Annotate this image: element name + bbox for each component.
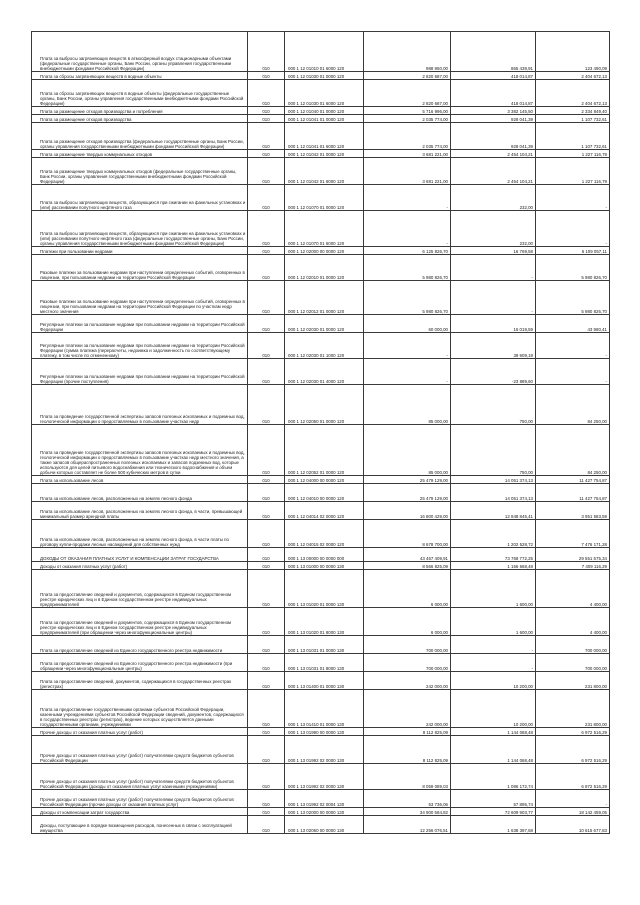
row-remaining: 11 427 754,87	[536, 484, 610, 502]
table-row	[32, 80, 610, 107]
row-name: Плата за предоставление сведений из Единого государственного реестра недвижимости	[32, 636, 248, 654]
row-remaining: 84 250,00	[536, 385, 610, 425]
row-code: 010	[248, 107, 285, 115]
row-code: 010	[248, 654, 285, 672]
row-name: Доходы от оказания платных услуг (работ)	[32, 562, 248, 570]
row-name: Плата за выбросы загрязняющих веществ, образующихся при сжигании на факельных установках и (или) рассеивании попутного нефтяного газа (федеральные государственные органы, Банк России, органы управления государственными внебюджетными фондами Российской Федерации)	[32, 211, 248, 247]
report-table	[31, 31, 610, 834]
row-code: 010	[248, 333, 285, 359]
row-executed: 750,00	[451, 425, 536, 476]
row-name: Плата за предоставление сведений и документов, содержащихся в Едином государственном реестре юридических лиц и в Едином государственном реестре индивидуальных предпринимателей (при обращении через многофункциональные центры)	[32, 608, 248, 636]
row-name: ДОХОДЫ ОТ ОКАЗАНИЯ ПЛАТНЫХ УСЛУГ И КОМПЕНСАЦИИ ЗАТРАТ ГОСУДАРСТВА	[32, 548, 248, 562]
row-kbk-code: 000 1 13 02000 00 0000 130	[285, 808, 364, 816]
row-code: 010	[248, 150, 285, 158]
row-code: 010	[248, 247, 285, 255]
row-executed: 1 600,00	[451, 570, 536, 608]
table-row	[32, 107, 610, 115]
row-kbk-code: 000 1 12 01042 01 0000 120	[285, 150, 364, 158]
table-row	[32, 562, 610, 570]
row-remaining: 1 227 116,79	[536, 158, 610, 185]
row-remaining: -	[536, 333, 610, 359]
row-name: Доходы от компенсации затрат государства	[32, 808, 248, 816]
row-remaining: 700 000,00	[536, 654, 610, 672]
row-executed: 10 200,00	[451, 690, 536, 728]
row-remaining: 2 334 849,40	[536, 107, 610, 115]
row-kbk-code: 000 1 13 01020 01 0000 130	[285, 570, 364, 608]
row-name: Плата за размещение отходов производства	[32, 115, 248, 123]
table-row	[32, 690, 610, 728]
row-code: 010	[248, 808, 285, 816]
row-code: 010	[248, 123, 285, 150]
row-name: Плата за размещение твердых коммунальных отходов	[32, 150, 248, 158]
row-name: Регулярные платежи за пользование недрами при пользовании недрами на территории Российской Федерации (сумма платежа (перерасчеты, недоимка и задолженность по соответствующему платежу, в том числе по отмененному)	[32, 333, 248, 359]
row-approved: 85 000,00	[364, 425, 451, 476]
table-row	[32, 816, 610, 834]
row-code: 010	[248, 476, 285, 484]
row-executed: 232,00	[451, 211, 536, 247]
row-code: 010	[248, 115, 285, 123]
table-row	[32, 315, 610, 333]
row-executed: 1 600,00	[451, 608, 536, 636]
row-name: Плата за сбросы загрязняющих веществ в водные объекты (федеральные государственные органы, Банк России, органы управления государственными внебюджетными фондами Российской Федерации)	[32, 80, 248, 107]
row-kbk-code: 000 1 12 01010 01 6000 120	[285, 32, 364, 72]
row-executed: 73 768 772,25	[451, 548, 536, 562]
row-name: Прочие доходы от оказания платных услуг (работ) получателями средств бюджетов субъектов Российской Федерации (прочие доходы от оказания платных услуг)	[32, 790, 248, 808]
row-executed: 1 144 068,48	[451, 728, 536, 736]
row-kbk-code: 000 1 12 01030 01 0000 120	[285, 72, 364, 80]
row-executed: -23 889,60	[451, 359, 536, 385]
table-row	[32, 520, 610, 548]
row-kbk-code: 000 1 12 02012 01 0000 120	[285, 281, 364, 315]
row-approved: 2 820 687,00	[364, 80, 451, 107]
table-row	[32, 484, 610, 502]
table-row	[32, 672, 610, 690]
row-name: Прочие доходы от оказания платных услуг (работ) получателями средств бюджетов субъектов Российской Федерации	[32, 736, 248, 764]
row-remaining: 1 107 732,61	[536, 115, 610, 123]
row-kbk-code: 000 1 12 01030 01 6000 120	[285, 80, 364, 107]
row-remaining: 6 972 516,29	[536, 764, 610, 790]
table-row	[32, 636, 610, 654]
row-code: 010	[248, 80, 285, 107]
row-name: Плата за предоставление сведений из Единого государственного реестра недвижимости (при обращении через многофункциональные центры)	[32, 654, 248, 672]
row-name: Плата за использование лесов, расположенных на землях лесного фонда	[32, 484, 248, 502]
row-code: 010	[248, 72, 285, 80]
table-row	[32, 281, 610, 315]
row-approved: 34 900 584,82	[364, 808, 451, 816]
row-kbk-code: 000 1 12 02050 01 0000 120	[285, 385, 364, 425]
row-name: Плата за выбросы загрязняющих веществ, образующихся при сжигании на факельных установках и (или) рассеивании попутного нефтяного газа	[32, 185, 248, 211]
row-name: Плата за выбросы загрязняющих веществ в атмосферный воздух стационарными объектами (федеральные государственные органы, Банк России, органы управления государственными внебюджетными фондами Российской Федерации)	[32, 32, 248, 72]
row-kbk-code: 000 1 12 02030 01 0000 120	[285, 315, 364, 333]
row-approved: -	[364, 359, 451, 385]
row-code: 010	[248, 636, 285, 654]
row-approved: -	[364, 211, 451, 247]
row-approved: 8 112 825,09	[364, 736, 451, 764]
row-name: Плата за предоставление сведений, документов, содержащихся в государственных реестрах (регистрах)	[32, 672, 248, 690]
row-executed: 418 014,87	[451, 80, 536, 107]
row-code: 010	[248, 728, 285, 736]
row-code: 010	[248, 281, 285, 315]
table-row	[32, 211, 610, 247]
table-row	[32, 548, 610, 562]
table-row	[32, 425, 610, 476]
row-remaining: 18 142 459,05	[536, 808, 610, 816]
table-row	[32, 255, 610, 281]
row-name: Плата за размещение отходов производства и потребления	[32, 107, 248, 115]
row-name: Прочие доходы от оказания платных услуг (работ) получателями средств бюджетов субъектов Российской Федерации (доходы от оказания платных услуг казенными учреждениями)	[32, 764, 248, 790]
row-kbk-code: 000 1 12 04000 00 0000 120	[285, 476, 364, 484]
row-remaining: 6 109 057,11	[536, 247, 610, 255]
row-kbk-code: 000 1 12 01070 01 6000 120	[285, 211, 364, 247]
row-executed: -	[451, 281, 536, 315]
row-remaining: 10 615 677,83	[536, 816, 610, 834]
row-remaining: -	[536, 790, 610, 808]
row-name: Плата за сбросы загрязняющих веществ в водные объекты	[32, 72, 248, 80]
row-code: 010	[248, 32, 285, 72]
row-kbk-code: 000 1 12 01041 01 0000 120	[285, 115, 364, 123]
row-name: Регулярные платежи за пользование недрами при пользовании недрами на территории Российской Федерации (прочие поступления)	[32, 359, 248, 385]
row-executed: 928 041,39	[451, 123, 536, 150]
row-name: Плата за размещение отходов производства (федеральные государственные органы, Банк России, органы управления государственными внебюджетными фондами Российской Федерации)	[32, 123, 248, 150]
row-name: Плата за проведение государственной экспертизы запасов полезных ископаемых и подземных вод, геологической информации о предоставляемых в пользование участках недр местного значения, а также запасов общераспространенных полезных ископаемых и запасов подземных вод, которые используются для целей питьевого водоснабжения или технического водоснабжения и объем добычи которых составляет не более 500 кубических метров в сутки	[32, 425, 248, 476]
row-remaining: 231 800,00	[536, 672, 610, 690]
row-name: Плата за использование лесов, расположенных на землях лесного фонда, в части, превышающей минимальный размер арендной платы	[32, 502, 248, 520]
row-remaining: 6 972 516,29	[536, 728, 610, 736]
row-code: 010	[248, 690, 285, 728]
row-executed: -	[451, 255, 536, 281]
row-name: Плата за проведение государственной экспертизы запасов полезных ископаемых и подземных вод, геологической информации о предоставляемых в пользование участках недр	[32, 385, 248, 425]
row-approved: 85 000,00	[364, 385, 451, 425]
row-approved: 8 059 089,03	[364, 764, 451, 790]
row-remaining: 5 980 826,70	[536, 281, 610, 315]
row-code: 010	[248, 764, 285, 790]
row-approved: 5 980 826,70	[364, 281, 451, 315]
row-executed: 232,00	[451, 185, 536, 211]
table-row	[32, 808, 610, 816]
row-remaining: -	[536, 359, 610, 385]
row-kbk-code: 000 1 12 02030 01 1000 120	[285, 333, 364, 359]
row-remaining: 231 800,00	[536, 690, 610, 728]
row-approved: 700 000,00	[364, 654, 451, 672]
row-name: Прочие доходы от оказания платных услуг (работ)	[32, 728, 248, 736]
row-code: 010	[248, 425, 285, 476]
row-executed: 14 051 374,13	[451, 484, 536, 502]
table-row	[32, 185, 610, 211]
row-code: 010	[248, 562, 285, 570]
row-executed: 16 019,59	[451, 315, 536, 333]
row-executed: 10 200,00	[451, 672, 536, 690]
row-executed: 72 609 903,77	[451, 808, 536, 816]
row-kbk-code: 000 1 13 01992 02 0000 130	[285, 736, 364, 764]
row-remaining: 1 107 732,61	[536, 123, 610, 150]
table-row	[32, 32, 610, 72]
row-kbk-code: 000 1 12 04010 00 0000 120	[285, 484, 364, 502]
row-approved: 988 950,00	[364, 32, 451, 72]
row-executed: 1 156 668,48	[451, 562, 536, 570]
row-code: 010	[248, 816, 285, 834]
row-executed: 750,00	[451, 385, 536, 425]
table-row	[32, 764, 610, 790]
table-row	[32, 333, 610, 359]
row-name: Регулярные платежи за пользование недрами при пользовании недрами на территории Российской Федерации	[32, 315, 248, 333]
row-approved: 6 000,00	[364, 608, 451, 636]
row-executed: 39 909,19	[451, 333, 536, 359]
row-kbk-code: 000 1 12 01042 01 6000 120	[285, 158, 364, 185]
row-kbk-code: 000 1 13 01990 00 0000 130	[285, 728, 364, 736]
row-kbk-code: 000 1 13 01031 01 8000 130	[285, 654, 364, 672]
table-row	[32, 476, 610, 484]
row-kbk-code: 000 1 13 01992 02 0000 130	[285, 764, 364, 790]
row-executed: 16 769,58	[451, 247, 536, 255]
row-name: Плата за размещение твердых коммунальных отходов (федеральные государственные органы, Банк России, органы управления государственными внебюджетными фондами Российской Федерации)	[32, 158, 248, 185]
row-executed: 2 454 104,21	[451, 158, 536, 185]
row-name: Плата за предоставление государственными органами субъектов Российской Федерации, казенными учреждениями субъектов Российской Федерации сведений, документов, содержащихся в государственных реестрах (регистрах), ведение которых осуществляется данными государственными органами, учреждениями	[32, 690, 248, 728]
row-code: 010	[248, 570, 285, 608]
row-remaining: 29 551 575,34	[536, 548, 610, 562]
row-approved: 242 000,00	[364, 690, 451, 728]
table-row	[32, 728, 610, 736]
table-row	[32, 654, 610, 672]
table-row	[32, 123, 610, 150]
row-kbk-code: 000 1 13 01410 01 0000 130	[285, 690, 364, 728]
row-remaining: -	[536, 211, 610, 247]
row-remaining: 43 980,41	[536, 315, 610, 333]
row-approved: 43 467 409,91	[364, 548, 451, 562]
row-kbk-code: 000 1 13 00000 00 0000 000	[285, 548, 364, 562]
row-executed: -	[451, 654, 536, 672]
row-remaining: 123 490,09	[536, 32, 610, 72]
table-row	[32, 72, 610, 80]
row-kbk-code: 000 1 13 01031 01 0000 130	[285, 636, 364, 654]
row-code: 010	[248, 548, 285, 562]
row-approved: 53 736,06	[364, 790, 451, 808]
row-kbk-code: 000 1 12 01041 01 6000 120	[285, 123, 364, 150]
row-remaining: 1 227 116,79	[536, 150, 610, 158]
row-executed: 1 086 172,74	[451, 764, 536, 790]
row-code: 010	[248, 520, 285, 548]
row-executed: 1 144 068,48	[451, 736, 536, 764]
row-approved: 2 035 774,00	[364, 123, 451, 150]
row-approved: 2 035 774,00	[364, 115, 451, 123]
row-remaining: 11 427 754,87	[536, 476, 610, 484]
row-kbk-code: 000 1 13 01000 00 0000 130	[285, 562, 364, 570]
row-remaining: 84 250,00	[536, 425, 610, 476]
table-row	[32, 150, 610, 158]
row-remaining: 700 000,00	[536, 636, 610, 654]
row-kbk-code: 000 1 12 01070 01 0000 120	[285, 185, 364, 211]
row-name: Плата за предоставление сведений и документов, содержащихся в Едином государственном реестре юридических лиц и в Едином государственном реестре индивидуальных предпринимателей	[32, 570, 248, 608]
row-executed: 3 382 145,50	[451, 107, 536, 115]
row-code: 010	[248, 359, 285, 385]
row-name: Плата за использование лесов, расположенных на землях лесного фонда, в части платы по договору купли-продажи лесных насаждений для собственных нужд	[32, 520, 248, 548]
table-row	[32, 570, 610, 608]
row-approved: 6 000,00	[364, 570, 451, 608]
row-approved: 25 479 129,00	[364, 476, 451, 484]
table-row	[32, 158, 610, 185]
table-row	[32, 502, 610, 520]
row-name: Разовые платежи за пользование недрами при наступлении определенных событий, оговоренных в лицензии, при пользовании недрами на территории Российской Федерации	[32, 255, 248, 281]
row-executed: 928 041,39	[451, 115, 536, 123]
row-code: 010	[248, 385, 285, 425]
row-approved: 5 716 996,00	[364, 107, 451, 115]
row-code: 010	[248, 484, 285, 502]
row-approved: -	[364, 333, 451, 359]
row-remaining: 4 400,00	[536, 608, 610, 636]
table-row	[32, 115, 610, 123]
row-code: 010	[248, 211, 285, 247]
row-remaining: 3 951 583,59	[536, 502, 610, 520]
row-name: Доходы, поступающие в порядке возмещения расходов, понесенных в связи с эксплуатацией имущества	[32, 816, 248, 834]
row-remaining: 2 404 672,13	[536, 80, 610, 107]
row-remaining: 6 972 516,29	[536, 736, 610, 764]
row-name: Плата за использование лесов	[32, 476, 248, 484]
row-approved: 3 681 221,00	[364, 150, 451, 158]
row-kbk-code: 000 1 13 01020 01 8000 130	[285, 608, 364, 636]
row-executed: 1 202 528,72	[451, 520, 536, 548]
row-executed: 2 454 104,21	[451, 150, 536, 158]
row-approved: 700 000,00	[364, 636, 451, 654]
row-kbk-code: 000 1 13 01992 02 0004 130	[285, 790, 364, 808]
row-approved: -	[364, 185, 451, 211]
table-row	[32, 736, 610, 764]
row-code: 010	[248, 255, 285, 281]
row-code: 010	[248, 736, 285, 764]
row-approved: 8 566 825,09	[364, 562, 451, 570]
row-remaining: -	[536, 185, 610, 211]
table-row	[32, 247, 610, 255]
row-remaining: 7 409 116,29	[536, 562, 610, 570]
row-executed: 12 848 845,41	[451, 502, 536, 520]
row-approved: 242 000,00	[364, 672, 451, 690]
row-kbk-code: 000 1 12 02052 01 0000 120	[285, 425, 364, 476]
table-row	[32, 608, 610, 636]
row-code: 010	[248, 790, 285, 808]
row-code: 010	[248, 158, 285, 185]
row-approved: 16 800 429,00	[364, 502, 451, 520]
row-approved: 60 000,00	[364, 315, 451, 333]
row-kbk-code: 000 1 13 01400 01 0000 130	[285, 672, 364, 690]
row-kbk-code: 000 1 12 02030 01 4000 120	[285, 359, 364, 385]
row-kbk-code: 000 1 13 02060 00 0000 130	[285, 816, 364, 834]
row-kbk-code: 000 1 12 04015 02 0000 120	[285, 520, 364, 548]
row-executed: 57 895,74	[451, 790, 536, 808]
row-kbk-code: 000 1 12 02010 01 0000 120	[285, 255, 364, 281]
row-code: 010	[248, 608, 285, 636]
row-code: 010	[248, 315, 285, 333]
row-executed: 418 014,87	[451, 72, 536, 80]
row-approved: 25 479 129,00	[364, 484, 451, 502]
row-kbk-code: 000 1 12 04014 02 0000 120	[285, 502, 364, 520]
row-executed: 14 051 374,13	[451, 476, 536, 484]
row-approved: 8 678 700,00	[364, 520, 451, 548]
row-executed: 1 638 397,68	[451, 816, 536, 834]
row-remaining: 4 400,00	[536, 570, 610, 608]
report-table-body	[32, 32, 610, 834]
table-row	[32, 359, 610, 385]
row-executed: -	[451, 636, 536, 654]
table-row	[32, 790, 610, 808]
row-approved: 5 980 826,70	[364, 255, 451, 281]
row-remaining: 2 404 672,13	[536, 72, 610, 80]
row-approved: 12 256 076,51	[364, 816, 451, 834]
row-remaining: 7 476 171,28	[536, 520, 610, 548]
row-code: 010	[248, 672, 285, 690]
row-name: Платежи при пользовании недрами	[32, 247, 248, 255]
row-executed: 865 439,91	[451, 32, 536, 72]
row-approved: 6 125 826,70	[364, 247, 451, 255]
row-approved: 2 820 687,00	[364, 72, 451, 80]
row-kbk-code: 000 1 12 01040 01 0000 120	[285, 107, 364, 115]
row-code: 010	[248, 185, 285, 211]
row-approved: 8 112 825,09	[364, 728, 451, 736]
row-approved: 3 681 221,00	[364, 158, 451, 185]
row-kbk-code: 000 1 12 02000 00 0000 120	[285, 247, 364, 255]
table-row	[32, 385, 610, 425]
row-code: 010	[248, 502, 285, 520]
row-name: Разовые платежи за пользование недрами при наступлении определенных событий, оговоренных в лицензии, при пользовании недрами на территории Российской Федерации по участкам недр местного значения	[32, 281, 248, 315]
row-remaining: 5 980 826,70	[536, 255, 610, 281]
